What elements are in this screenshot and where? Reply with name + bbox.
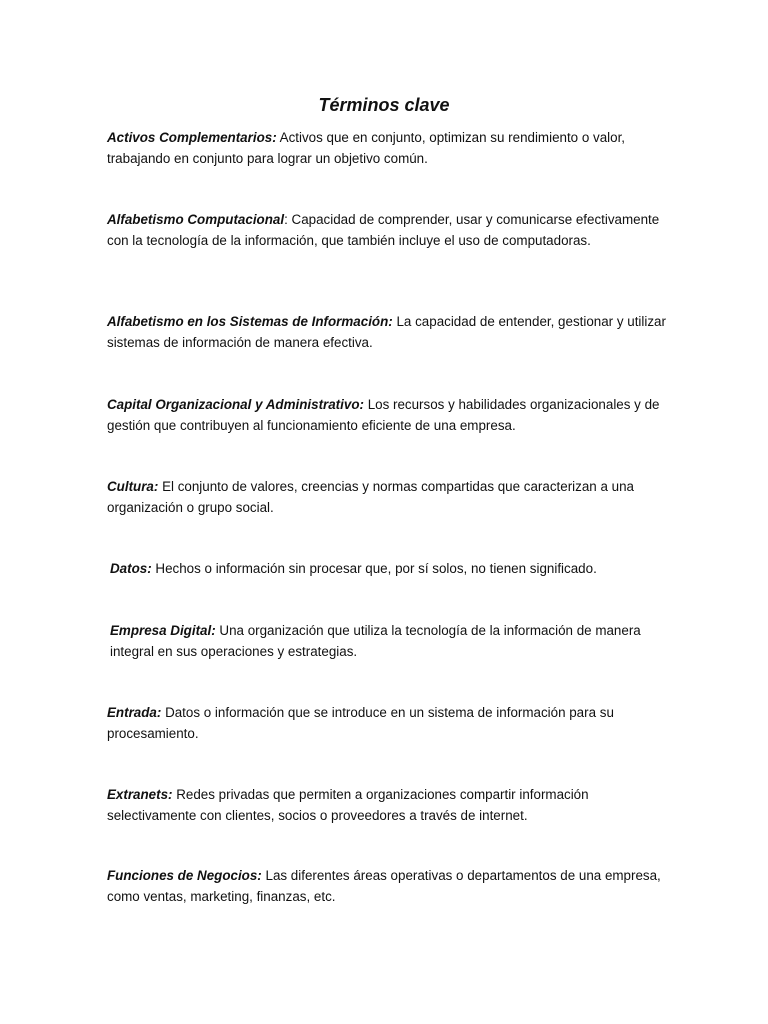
glossary-term: Datos:	[110, 561, 152, 576]
glossary-term: Extranets:	[107, 787, 173, 802]
glossary-entry-empresa-digital	[110, 621, 670, 662]
glossary-definition: Datos o información que se introduce en un sistema de información para su procesamiento.	[107, 705, 614, 741]
glossary-entry-funciones-negocios	[107, 866, 667, 907]
glossary-definition: Redes privadas que permiten a organizaciones compartir información selectivamente con clientes, socios o proveedores a través de internet.	[107, 787, 589, 823]
glossary-entry-cultura	[107, 477, 667, 518]
glossary-entry-entrada	[107, 703, 667, 744]
glossary-definition: Hechos o información sin procesar que, por sí solos, no tienen significado.	[155, 561, 597, 576]
glossary-entry-datos	[110, 559, 670, 580]
page-title: Términos clave	[318, 95, 450, 115]
glossary-definition: Capacidad de comprender, usar y comunicarse efectivamente con la tecnología de la información, que también incluye el uso de computadoras.	[107, 212, 660, 248]
glossary-term: Empresa Digital:	[110, 623, 216, 638]
glossary-definition: Activos que en conjunto, optimizan su rendimiento o valor, trabajando en conjunto para lograr un objetivo común.	[107, 130, 626, 166]
term-separator: :	[284, 212, 292, 227]
glossary-term: Cultura:	[107, 479, 159, 494]
glossary-term: Funciones de Negocios:	[107, 868, 262, 883]
glossary-definition: La capacidad de entender, gestionar y utilizar sistemas de información de manera efectiva.	[107, 314, 666, 350]
glossary-term: Alfabetismo Computacional	[107, 212, 285, 227]
glossary-term: Capital Organizacional y Administrativo:	[107, 397, 364, 412]
glossary-definition: El conjunto de valores, creencias y normas compartidas que caracterizan a una organización o grupo social.	[107, 479, 634, 515]
glossary-entry-capital-organizacional	[107, 395, 667, 436]
glossary-definition: Una organización que utiliza la tecnología de la información de manera integral en sus operaciones y estrategias.	[110, 623, 641, 659]
glossary-entry-alfabetismo-sistemas-informacion	[107, 312, 667, 353]
glossary-term: Entrada:	[107, 705, 162, 720]
glossary-entry-activos-complementarios	[107, 128, 667, 169]
glossary-definition: Las diferentes áreas operativas o departamentos de una empresa, como ventas, marketing, finanzas, etc.	[107, 868, 661, 904]
glossary-entry-extranets	[107, 785, 667, 826]
glossary-entry-alfabetismo-computacional	[107, 210, 667, 251]
glossary-term: Alfabetismo en los Sistemas de Información:	[107, 314, 393, 329]
glossary-term: Activos Complementarios:	[107, 130, 277, 145]
glossary-definition: Los recursos y habilidades organizacionales y de gestión que contribuyen al funcionamiento eficiente de una empresa.	[107, 397, 660, 433]
